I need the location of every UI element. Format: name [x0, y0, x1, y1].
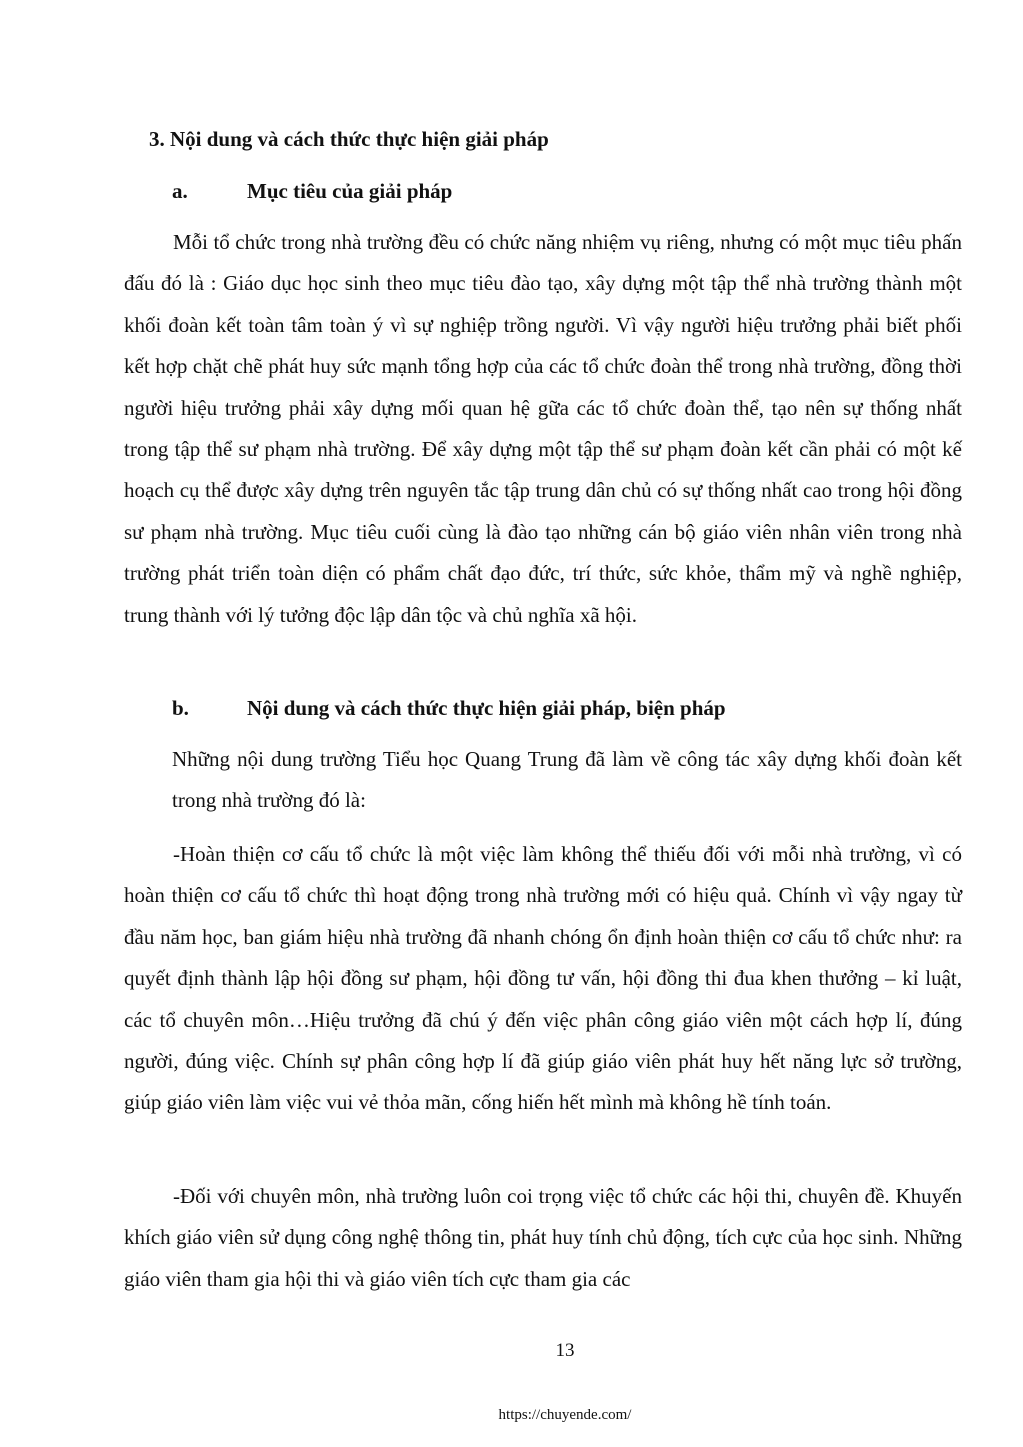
paragraph-professional: -Đối với chuyên môn, nhà trường luôn coi trọng việc tổ chức các hội thi, chuyên đề. Khuyến khích giáo viên sử dụng công nghệ thông tin, phát huy tính chủ động, tích cực của học sinh. Những giáo viên tham gia hội thi và giáo viên tích cực tham gia các: [124, 1184, 962, 1291]
subsection-b-title: Nội dung và cách thức thực hiện giải pháp, biện pháp: [247, 696, 726, 720]
subsection-a-label: a.: [172, 179, 188, 203]
section-heading: 3. Nội dung và cách thức thực hiện giải pháp: [149, 127, 549, 151]
page-number: 13: [555, 1340, 575, 1361]
paragraph-intro: Những nội dung trường Tiểu học Quang Trung đã làm về công tác xây dựng khối đoàn kết trong nhà trường đó là:: [172, 747, 962, 813]
subsection-b-label: b.: [172, 696, 189, 720]
subsection-a-title: Mục tiêu của giải pháp: [247, 179, 453, 203]
paragraph-goal: Mỗi tổ chức trong nhà trường đều có chức năng nhiệm vụ riêng, nhưng có một mục tiêu phấn đấu đó là : Giáo dục học sinh theo mục tiêu đào tạo, xây dựng một tập thể nhà trường thành một khối đoàn kết toàn tâm toàn ý vì sự nghiệp trồng người. Vì vậy người hiệu trưởng phải biết phối kết hợp chặt chẽ phát huy sức mạnh tổng hợp của các tổ chức đoàn thể trong nhà trường, đồng thời người hiệu trưởng phải xây dựng mối quan hệ gữa các tổ chức đoàn thể, tạo nên sự thống nhất trong tập thể sư phạm nhà trường. Để xây dựng một tập thể sư phạm đoàn kết cần phải có một kế hoạch cụ thể được xây dựng trên nguyên tắc tập trung dân chủ có sự thống nhất cao trong hội đồng sư phạm nhà trường. Mục tiêu cuối cùng là đào tạo những cán bộ giáo viên nhân viên trong nhà trường phát triển toàn diện có phẩm chất đạo đức, trí thức, sức khỏe, thẩm mỹ và nghề nghiệp, trung thành với lý tưởng độc lập dân tộc và chủ nghĩa xã hội.: [124, 230, 962, 627]
paragraph-structure: -Hoàn thiện cơ cấu tổ chức là một việc làm không thể thiếu đối với mỗi nhà trường, vì có hoàn thiện cơ cấu tổ chức thì hoạt động trong nhà trường mới có hiệu quả. Chính vì vậy ngay từ đầu năm học, ban giám hiệu nhà trường đã nhanh chóng ổn định hoàn thiện cơ cấu tổ chức như: ra quyết định thành lập hội đồng sư phạm, hội đồng tư vấn, hội đồng thi đua khen thưởng – kỉ luật, các tổ chuyên môn…Hiệu trưởng đã chú ý đến việc phân công giáo viên một cách hợp lí, đúng người, đúng việc. Chính sự phân công hợp lí đã giúp giáo viên phát huy hết năng lực sở trường, giúp giáo viên làm việc vui vẻ thỏa mãn, cống hiến hết mình mà không hề tính toán.: [124, 842, 962, 1115]
footer-url: https://chuyende.com/: [498, 1407, 632, 1423]
